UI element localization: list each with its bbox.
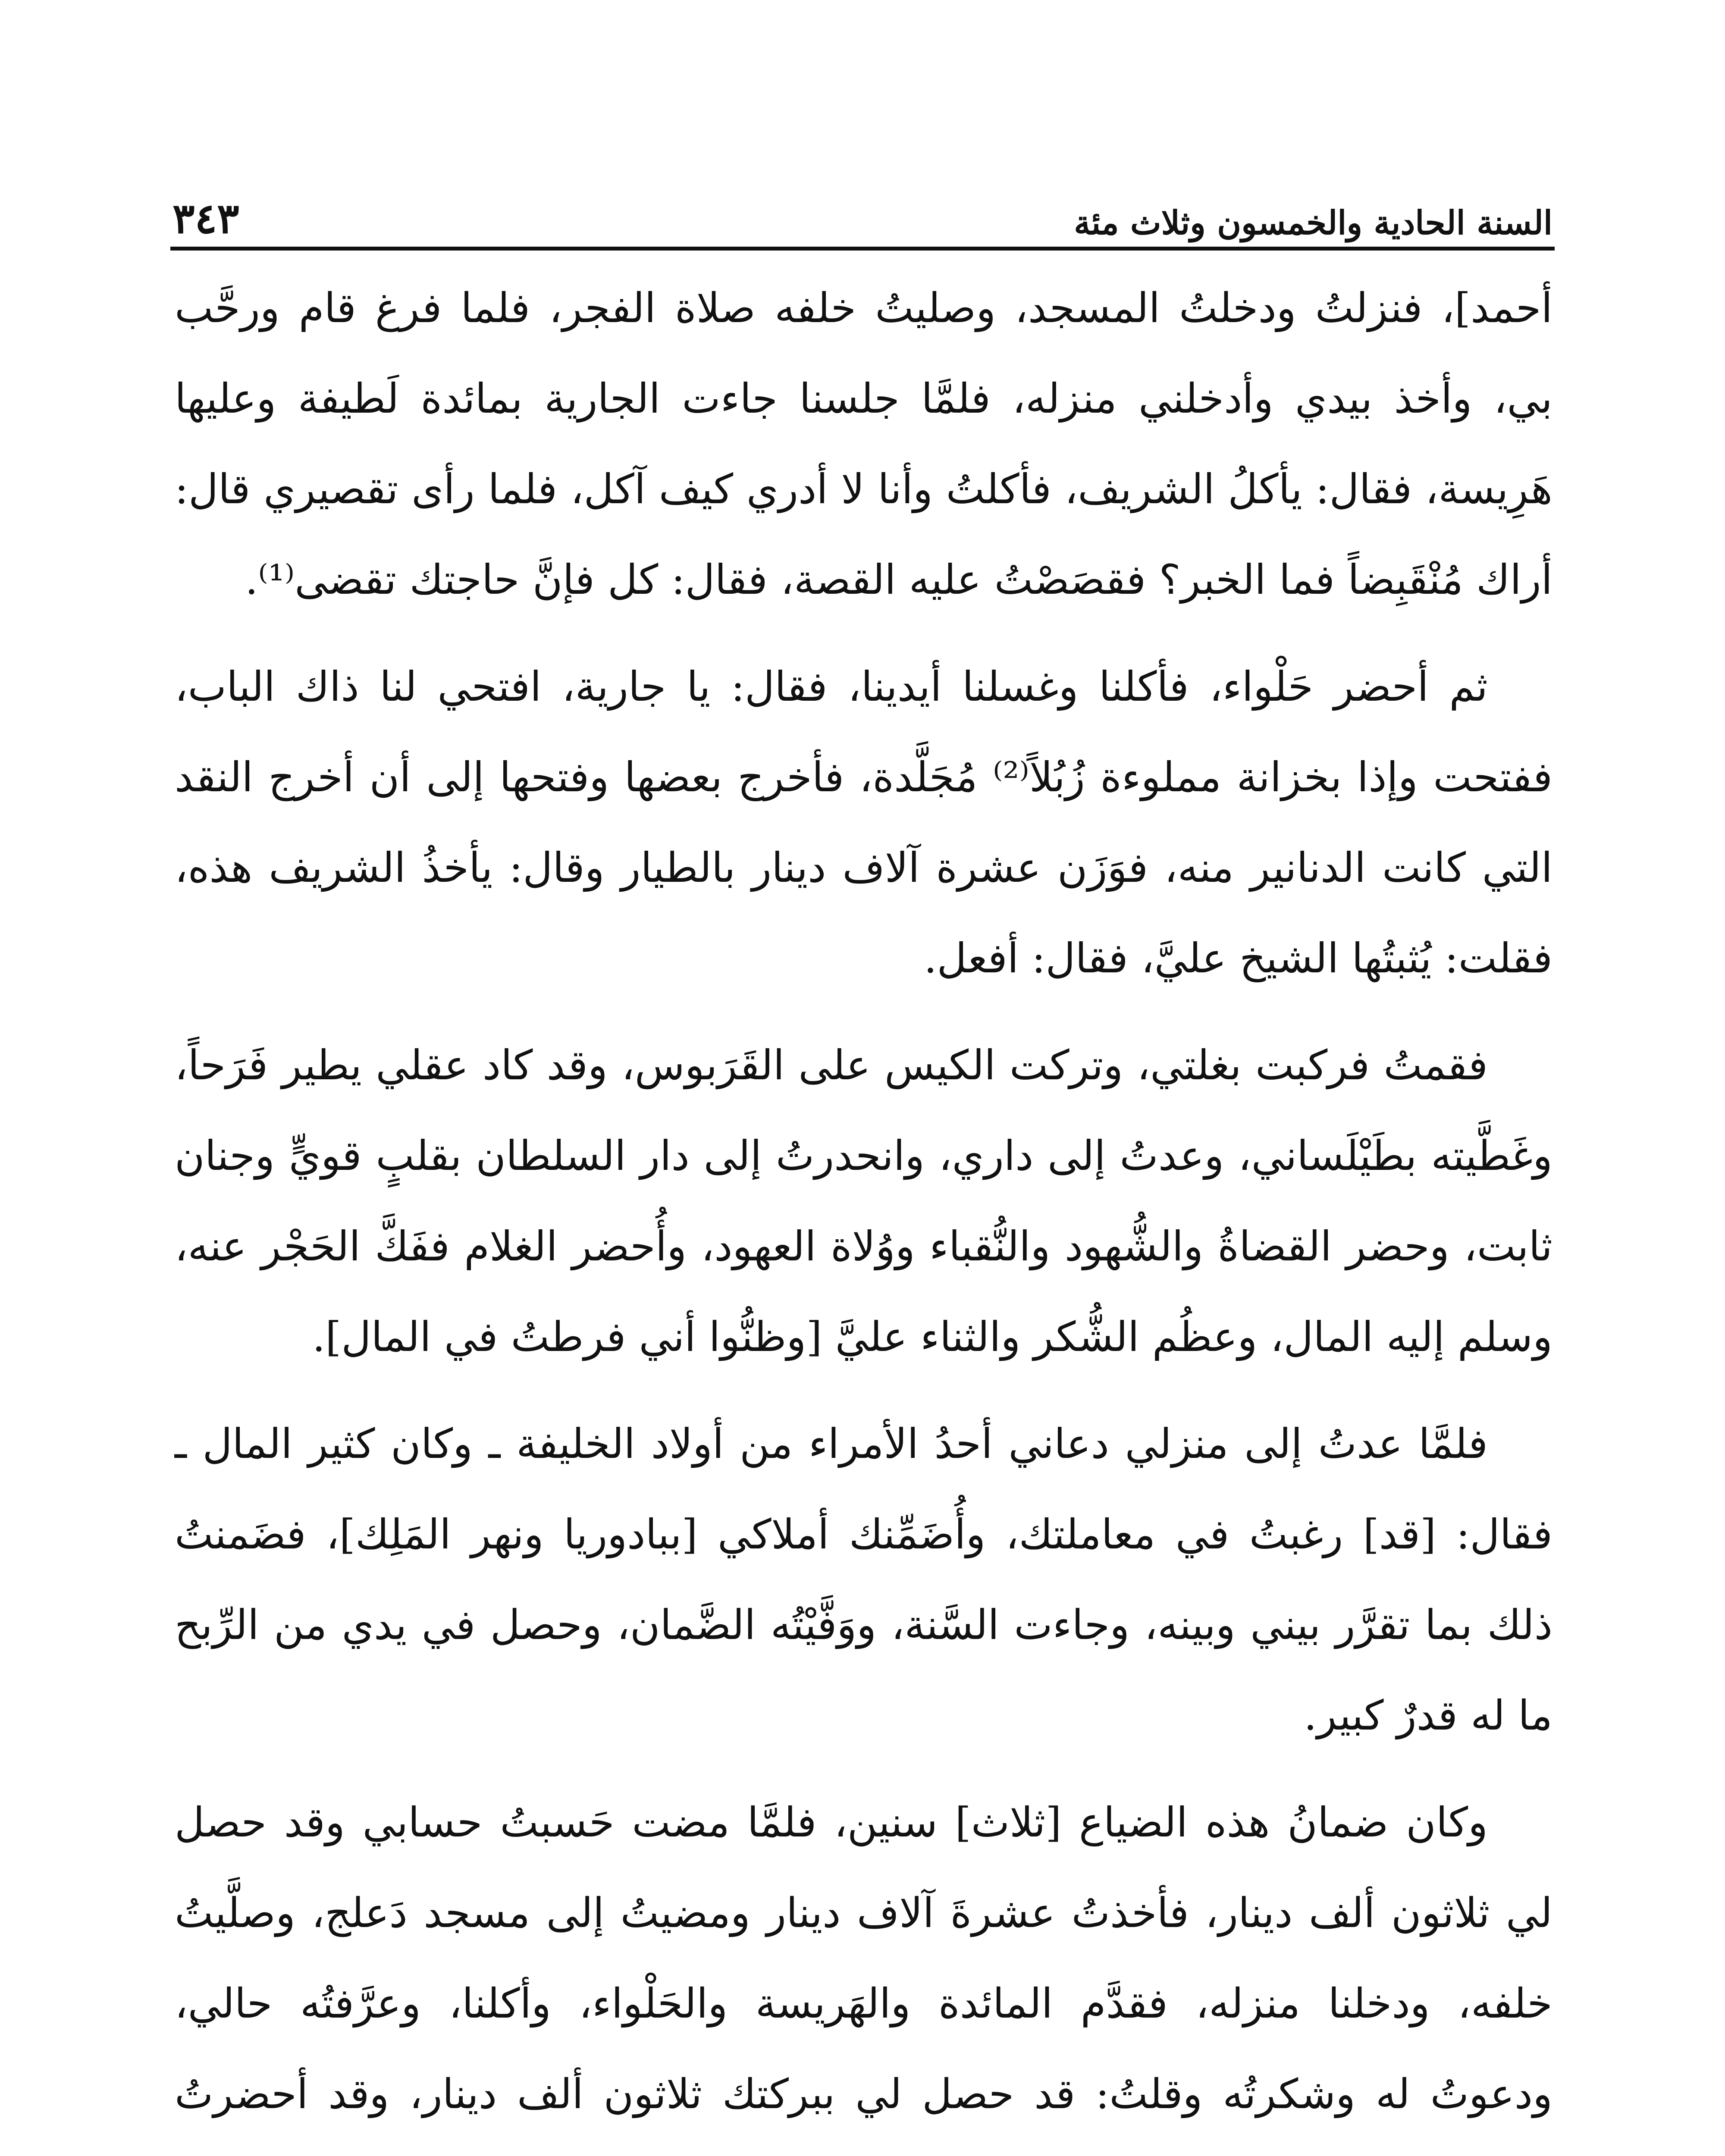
paragraph: ثم أحضر حَلْواء، فأكلنا وغسلنا أيدينا، فقال: يا جارية، افتحي لنا ذاك الباب، ففتحت وإذا بخزانة مملوءة زُبُلاً⁽²⁾ مُجَلَّدة، فأخرج بعضها وفتحها إلى أن أخرج النقد التي كانت الدنانير منه، فوَزَن عشرة آلاف دينار بالطيار وقال: يأخذُ الشريف هذه، فقلت: يُثبتُها الشيخ عليَّ، فقال: أفعل. (175, 663, 1552, 982)
running-header (172, 170, 1552, 243)
paragraph: فلمَّا عدتُ إلى منزلي دعاني أحدُ الأمراء من أولاد الخليفة ـ وكان كثير المال ـ فقال: [قد] رغبتُ في معاملتك، وأُضَمِّنك أملاكي [ببادوريا ونهر المَلِك]، فضَمنتُ ذلك بما تقرَّر بيني وبينه، وجاءت السَّنة، ووَفَّيْتُه الضَّمان، وحصل في يدي من الرِّبح ما له قدرٌ كبير. (175, 1420, 1552, 1739)
paragraph: أحمد]، فنزلتُ ودخلتُ المسجد، وصليتُ خلفه صلاة الفجر، فلما فرغ قام ورحَّب بي، وأخذ بيدي وأدخلني منزله، فلمَّا جلسنا جاءت الجارية بمائدة لَطيفة وعليها هَرِيسة، فقال: يأكلُ الشريف، فأكلتُ وأنا لا أدري كيف آكل، فلما رأى تقصيري قال: أراك مُنْقَبِضاً فما الخبر؟ فقصَصْتُ عليه القصة، فقال: كل فإنَّ حاجتك تقضى⁽¹⁾. (175, 285, 1552, 604)
page-number: ٣٤٣ (172, 194, 239, 243)
paragraph: فقمتُ فركبت بغلتي، وتركت الكيس على القَرَبوس، وقد كاد عقلي يطير فَرَحاً، وغَطَّيته بطَيْلَساني، وعدتُ إلى داري، وانحدرتُ إلى دار السلطان بقلبٍ قويٍّ وجنان ثابت، وحضر القضاةُ والشُّهود والنُّقباء ووُلاة العهود، وأُحضر الغلام ففَكَّ الحَجْر عنه، وسلم إليه المال، وعظُم الشُّكر والثناء عليَّ [وظنُّوا أني فرطتُ في المال]. (175, 1042, 1552, 1361)
running-title: السنة الحادية والخمسون وثلاث مئة (1074, 204, 1552, 242)
paragraph: وكان ضمانُ هذه الضياع [ثلاث] سنين، فلمَّا مضت حَسبتُ حسابي وقد حصل لي ثلاثون ألف دينار، فأخذتُ عشرةَ آلاف دينار ومضيتُ إلى مسجد دَعلج، وصلَّيتُ خلفه، ودخلنا منزله، فقدَّم المائدة والهَريسة والحَلْواء، وأكلنا، وعرَّفتُه حالي، ودعوتُ له وشكرتُه وقلتُ: قد حصل لي ببركتك ثلاثون ألف دينار، وقد أحضرتُ (175, 1799, 1552, 2118)
main-text (175, 263, 1552, 2156)
header-rule (170, 247, 1555, 251)
